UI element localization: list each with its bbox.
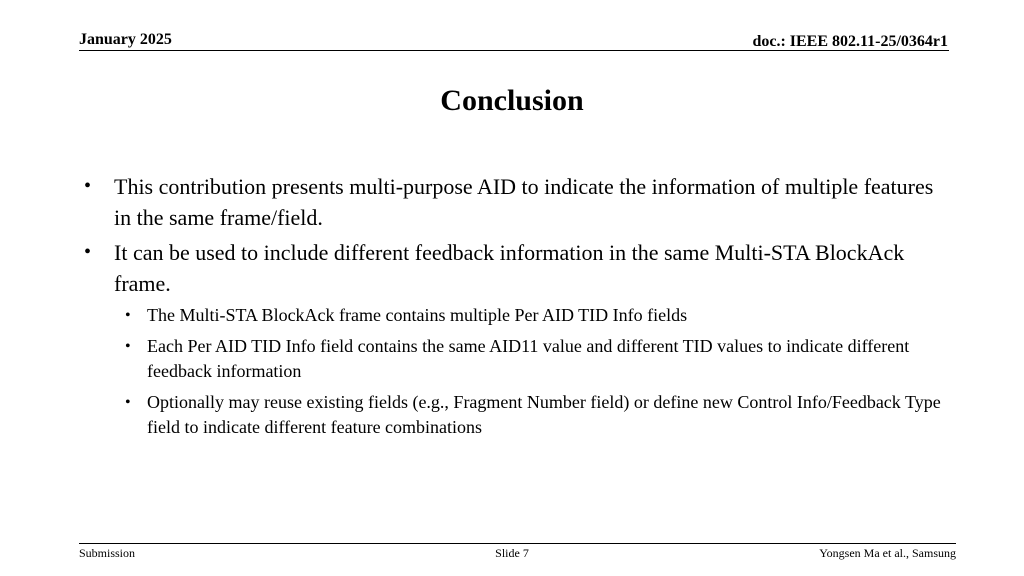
footer-submission: Submission — [79, 546, 136, 560]
header-date: January 2025 — [79, 31, 172, 48]
bullet-list — [84, 171, 944, 440]
sub-bullet-text: Optionally may reuse existing fields (e.g., Fragment Number field) or define new Control Info/Feedback Type field to indicate different feature combinations — [147, 392, 941, 437]
footer-slide-number: Slide 7 — [495, 546, 529, 560]
footer-divider — [79, 543, 956, 544]
bullet-item — [84, 237, 944, 299]
sub-bullet-text: Each Per AID TID Info field contains the same AID11 value and different TID values to indicate different feedback information — [147, 336, 910, 381]
header-divider — [79, 50, 949, 51]
bullet-marker: • — [84, 175, 92, 197]
footer-authors: Yongsen Ma et al., Samsung — [819, 546, 956, 560]
slide-title: Conclusion — [440, 84, 584, 117]
bullet-marker: • — [84, 241, 92, 263]
sub-bullet-item — [84, 390, 944, 440]
sub-bullet-text: The Multi-STA BlockAck frame contains multiple Per AID TID Info fields — [147, 305, 688, 325]
bullet-text: This contribution presents multi-purpose AID to indicate the information of multiple features in the same frame/field. — [114, 174, 934, 230]
header-doc-id: doc.: IEEE 802.11-25/0364r1 — [752, 33, 948, 50]
sub-bullet-item — [84, 334, 944, 384]
bullet-text: It can be used to include different feedback information in the same Multi-STA BlockAck frame. — [114, 240, 905, 296]
bullet-marker: • — [125, 338, 131, 355]
bullet-marker: • — [125, 307, 131, 324]
bullet-item — [84, 171, 944, 233]
bullet-marker: • — [125, 394, 131, 411]
sub-bullet-item — [84, 303, 944, 328]
slide-body — [84, 171, 944, 446]
